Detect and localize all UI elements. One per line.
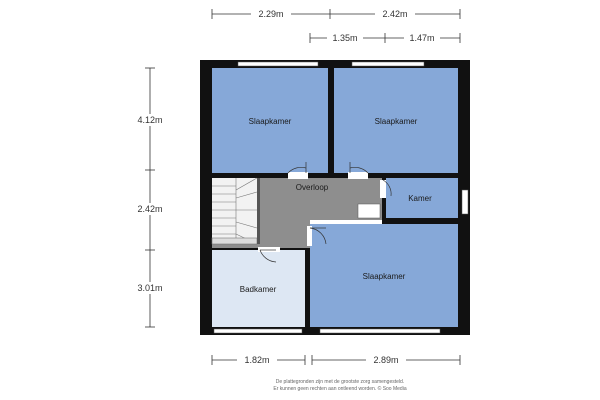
landing-cabinet	[358, 204, 380, 218]
dim-left-middle: 2.42m	[137, 204, 163, 214]
dim-top-left: 2.29m	[258, 9, 284, 19]
dim-top-sub-left: 1.35m	[332, 33, 358, 43]
dim-left-top: 4.12m	[137, 115, 163, 125]
footer-line-1: De plattegronden zijn met de grootste zorg samengesteld.	[275, 379, 405, 385]
dim-bottom-left: 1.82m	[244, 355, 270, 365]
label-bedroom-bottom-right: Slaapkamer	[362, 272, 406, 281]
label-bedroom-top-right: Slaapkamer	[374, 117, 418, 126]
label-small-room: Kamer	[408, 194, 432, 203]
dim-top-right: 2.42m	[382, 9, 408, 19]
footer-line-2: Er kunnen geen rechten aan ontleend worden. © Soo Media	[273, 386, 407, 392]
label-bathroom: Badkamer	[239, 285, 277, 294]
staircase	[212, 178, 260, 244]
dim-left-bottom: 3.01m	[137, 283, 163, 293]
label-landing: Overloop	[295, 183, 329, 192]
dim-top-sub-right: 1.47m	[409, 33, 435, 43]
label-bedroom-top-left: Slaapkamer	[248, 117, 292, 126]
dim-bottom-right: 2.89m	[373, 355, 399, 365]
